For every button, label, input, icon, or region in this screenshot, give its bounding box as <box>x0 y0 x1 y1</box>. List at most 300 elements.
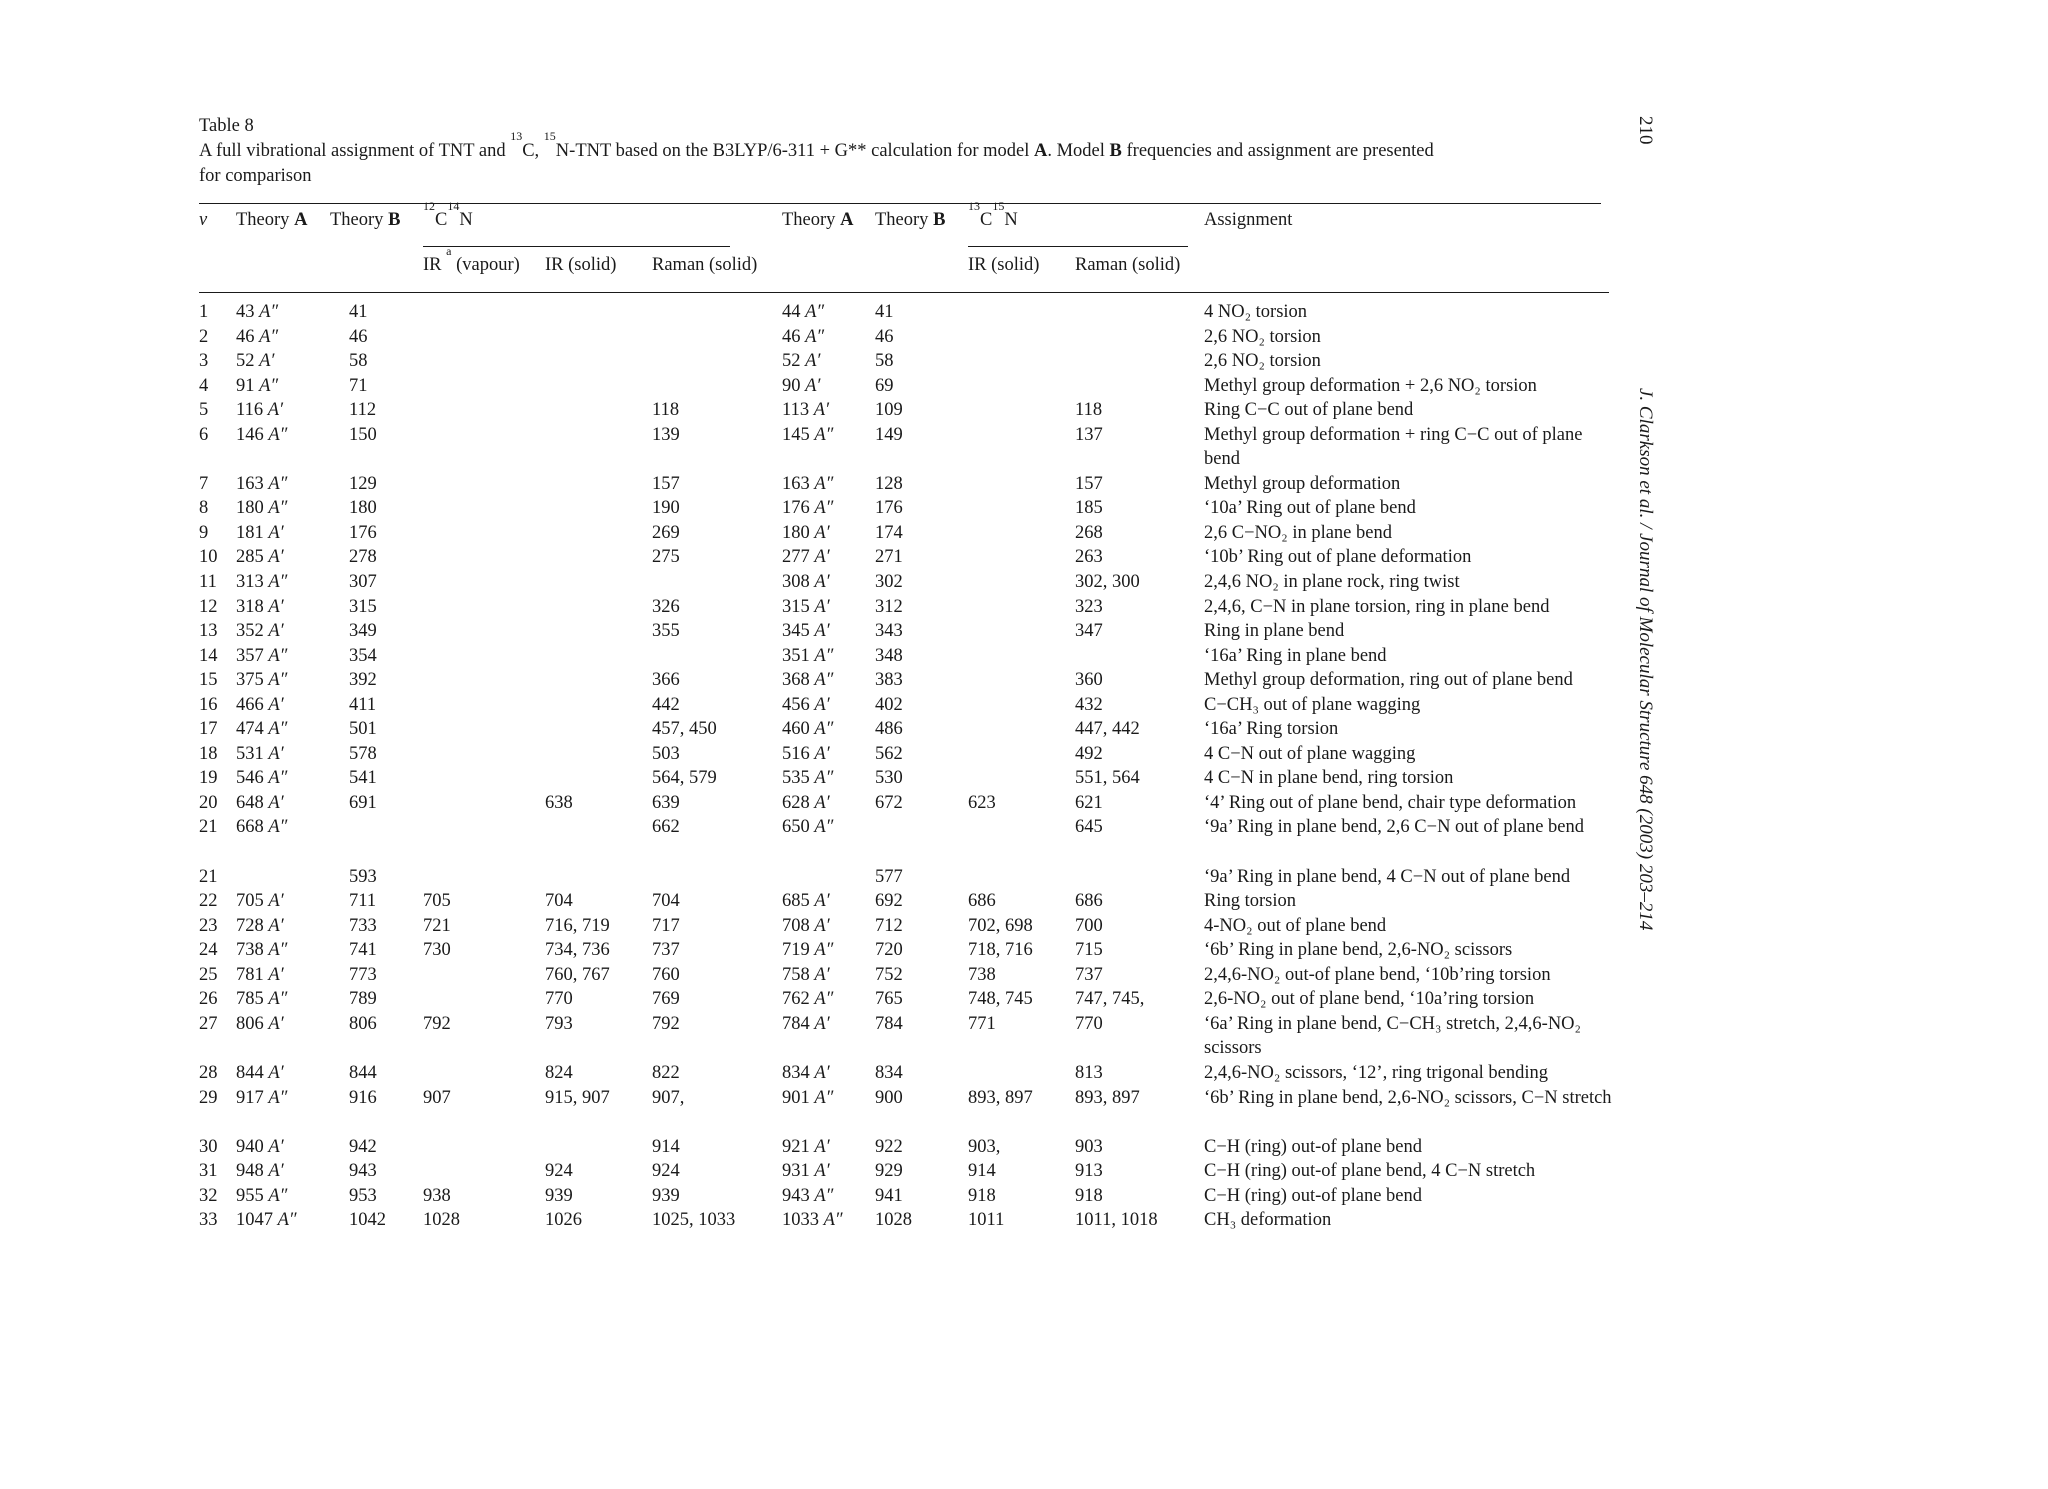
theory-b-cell: 501 <box>349 719 377 740</box>
ir-solid-13c15n-cell: 1011 <box>968 1210 1005 1231</box>
ir-solid-13c15n-cell: 623 <box>968 792 996 813</box>
caption-sup: 13 <box>510 129 523 143</box>
raman-solid-cell: 639 <box>652 792 680 813</box>
table-row <box>0 619 2048 644</box>
isotope-element: C <box>980 210 993 230</box>
table-row <box>0 865 2048 890</box>
frequency-value: 176 <box>782 498 810 519</box>
raman-solid-cell: 118 <box>652 400 680 421</box>
symmetry-label: A′ <box>805 351 821 372</box>
frequency-value: 113 <box>782 400 810 421</box>
table-row <box>0 325 2048 350</box>
caption-part: . Model <box>1047 141 1110 161</box>
frequency-value: 146 <box>236 424 264 445</box>
table-row <box>0 693 2048 718</box>
theory-b-13c15n-cell: 271 <box>875 547 903 568</box>
theory-b-13c15n-cell: 109 <box>875 400 903 421</box>
symmetry-label: A′ <box>268 547 284 568</box>
symmetry-label: A′ <box>814 621 830 642</box>
frequency-value: 44 <box>782 302 801 322</box>
symmetry-label: A″ <box>268 989 288 1010</box>
raman-solid-cell: 717 <box>652 915 680 936</box>
symmetry-label: A″ <box>814 1185 834 1206</box>
theory-b-13c15n-cell: 530 <box>875 768 903 789</box>
frequency-value: 460 <box>782 719 810 740</box>
symmetry-label: A″ <box>268 645 288 666</box>
frequency-value: 685 <box>782 891 810 912</box>
theory-b-13c15n-cell: 562 <box>875 743 903 764</box>
ir-vapour-cell: 938 <box>423 1185 451 1206</box>
theory-b-cell: 71 <box>349 375 368 396</box>
table-row <box>0 766 2048 791</box>
theory-b-13c15n-cell: 784 <box>875 1013 903 1034</box>
ir-solid-13c15n-cell: 914 <box>968 1161 996 1182</box>
ir-solid-cell: 915, 907 <box>545 1087 610 1108</box>
symmetry-label: A″ <box>814 424 834 445</box>
raman-solid-13c15n-cell: 447, 442 <box>1075 719 1140 740</box>
theory-b-cell: 593 <box>349 866 377 887</box>
assignment-cell: 2,4,6 NO₂ in plane rock, ring twist <box>1204 572 1460 593</box>
theory-a-13c15n-cell <box>782 1184 833 1209</box>
frequency-value: 46 <box>236 326 255 347</box>
theory-a-13c15n-cell <box>782 987 833 1012</box>
ir-solid-cell: 1026 <box>545 1210 582 1231</box>
header-bottom-rule <box>199 292 1609 293</box>
frequency-value: 352 <box>236 621 264 642</box>
ir-vapour-cell: 907 <box>423 1087 451 1108</box>
table-label: Table 8 <box>199 116 254 136</box>
frequency-value: 91 <box>236 375 255 396</box>
theory-b-cell: 349 <box>349 621 377 642</box>
caption-line-2: for comparison <box>199 166 312 186</box>
isotope-2-rule <box>968 246 1188 247</box>
ir-solid-13c15n-cell: 718, 716 <box>968 940 1033 961</box>
header-assignment: Assignment <box>1204 210 1293 230</box>
theory-b-cell: 733 <box>349 915 377 936</box>
raman-solid-cell: 564, 579 <box>652 768 717 789</box>
symmetry-label: A′ <box>814 1136 830 1157</box>
nu-cell: 17 <box>199 719 218 740</box>
raman-solid-cell: 157 <box>652 473 680 494</box>
symmetry-label: A″ <box>814 719 834 740</box>
ir-solid-cell: 770 <box>545 989 573 1010</box>
raman-solid-13c15n-cell: 1011, 1018 <box>1075 1210 1158 1231</box>
theory-b-13c15n-cell: 577 <box>875 866 903 887</box>
theory-b-cell: 942 <box>349 1136 377 1157</box>
theory-b-13c15n-cell: 712 <box>875 915 903 936</box>
symmetry-label: A″ <box>814 940 834 961</box>
theory-b-cell: 773 <box>349 964 377 985</box>
table-row <box>0 521 2048 546</box>
ir-solid-cell: 924 <box>545 1161 573 1182</box>
nu-cell: 3 <box>199 351 209 372</box>
frequency-value: 758 <box>782 964 810 985</box>
assignment-cell: C−CH₃ out of plane wagging <box>1204 694 1421 715</box>
assignment-cell: C−H (ring) out-of plane bend, 4 C−N stretch <box>1204 1161 1536 1182</box>
nu-cell: 23 <box>199 915 218 936</box>
theory-b-cell: 806 <box>349 1013 377 1034</box>
theory-b-cell: 578 <box>349 743 377 764</box>
assignment-cell: ‘6a’ Ring in plane bend, C−CH₃ stretch, 2,4,6-NO₂ scissors <box>1204 1013 1581 1059</box>
assignment-cell: Ring in plane bend <box>1204 621 1345 642</box>
theory-b-13c15n-cell: 765 <box>875 989 903 1010</box>
theory-a-cell <box>236 1159 284 1184</box>
table-row <box>0 1061 2048 1086</box>
raman-solid-13c15n-cell: 645 <box>1075 817 1103 838</box>
isotope-sup: 13 <box>968 199 980 213</box>
ir-solid-cell: 793 <box>545 1013 573 1034</box>
symmetry-label: A″ <box>268 670 288 691</box>
symmetry-label: A′ <box>268 694 284 715</box>
nu-cell: 31 <box>199 1161 218 1182</box>
table-row <box>0 914 2048 939</box>
theory-a-13c15n-cell <box>782 963 830 988</box>
header-ir-solid: IR (solid) <box>545 255 617 275</box>
theory-a-13c15n-cell <box>782 668 833 693</box>
theory-b-cell: 953 <box>349 1185 377 1206</box>
nu-cell: 7 <box>199 473 209 494</box>
header-theory-a-2 <box>782 209 853 231</box>
theory-a-13c15n-cell <box>782 1061 830 1086</box>
symmetry-label: A″ <box>805 326 825 347</box>
theory-b-cell: 180 <box>349 498 377 519</box>
raman-solid-cell: 914 <box>652 1136 680 1157</box>
theory-a-13c15n-cell <box>782 791 830 816</box>
theory-b-cell: 691 <box>349 792 377 813</box>
ir-solid-13c15n-cell: 702, 698 <box>968 915 1033 936</box>
symmetry-label: A′ <box>268 1062 284 1083</box>
theory-b-13c15n-cell: 941 <box>875 1185 903 1206</box>
theory-a-13c15n-cell <box>782 496 833 521</box>
table-row <box>0 791 2048 816</box>
nu-cell: 29 <box>199 1087 218 1108</box>
symmetry-label: A″ <box>268 1087 288 1108</box>
table-row <box>0 1208 2048 1233</box>
symmetry-label: A″ <box>823 1210 843 1231</box>
nu-cell: 25 <box>199 964 218 985</box>
theory-a-13c15n-cell <box>782 914 830 939</box>
theory-a-13c15n-cell <box>782 693 830 718</box>
assignment-cell: 2,6-NO₂ out of plane bend, ‘10a’ring torsion <box>1204 989 1535 1010</box>
frequency-value: 466 <box>236 694 264 715</box>
theory-b-13c15n-cell: 402 <box>875 694 903 715</box>
assignment-cell: ‘6b’ Ring in plane bend, 2,6-NO₂ scissors <box>1204 940 1513 961</box>
ir-solid-cell: 704 <box>545 891 573 912</box>
theory-b-13c15n-cell: 348 <box>875 645 903 666</box>
theory-a-cell <box>236 987 287 1012</box>
ir-solid-cell: 638 <box>545 792 573 813</box>
symmetry-label: A′ <box>268 522 284 543</box>
theory-b-13c15n-cell: 41 <box>875 302 894 322</box>
assignment-cell: Methyl group deformation, ring out of plane bend <box>1204 670 1573 691</box>
raman-solid-13c15n-cell: 686 <box>1075 891 1103 912</box>
theory-b-cell: 916 <box>349 1087 377 1108</box>
nu-cell: 11 <box>199 572 217 593</box>
theory-a-cell <box>236 668 287 693</box>
header-isotope-12c14n <box>423 199 473 231</box>
frequency-value: 145 <box>782 424 810 445</box>
table-caption <box>199 114 1601 189</box>
frequency-value: 628 <box>782 792 810 813</box>
raman-solid-13c15n-cell: 432 <box>1075 694 1103 715</box>
theory-b-13c15n-cell: 720 <box>875 940 903 961</box>
theory-b-cell: 789 <box>349 989 377 1010</box>
theory-a-cell <box>236 325 278 350</box>
theory-b-13c15n-cell: 128 <box>875 473 903 494</box>
frequency-value: 456 <box>782 694 810 715</box>
nu-cell: 9 <box>199 522 209 543</box>
assignment-cell: ‘10a’ Ring out of plane bend <box>1204 498 1416 519</box>
theory-a-13c15n-cell <box>782 349 820 374</box>
assignment-cell: ‘16a’ Ring in plane bend <box>1204 645 1387 666</box>
theory-b-cell: 1042 <box>349 1210 386 1231</box>
frequency-value: 762 <box>782 989 810 1010</box>
raman-solid-13c15n-cell: 137 <box>1075 424 1103 445</box>
theory-a-cell <box>236 791 284 816</box>
symmetry-label: A″ <box>268 473 288 494</box>
frequency-value: 834 <box>782 1062 810 1083</box>
theory-b-cell: 176 <box>349 522 377 543</box>
assignment-cell: Methyl group deformation + 2,6 NO₂ torsion <box>1204 375 1537 396</box>
theory-a-cell <box>236 766 287 791</box>
theory-b-13c15n-cell: 692 <box>875 891 903 912</box>
header-ir-vapour <box>423 244 520 276</box>
raman-solid-cell: 139 <box>652 424 680 445</box>
frequency-value: 535 <box>782 768 810 789</box>
isotope-sup: 14 <box>447 199 460 213</box>
symmetry-label: A′ <box>268 891 284 912</box>
symmetry-label: A′ <box>805 375 821 396</box>
ir-vapour-cell: 721 <box>423 915 451 936</box>
assignment-cell: ‘9a’ Ring in plane bend, 2,6 C−N out of plane bend <box>1204 817 1585 838</box>
symmetry-label: A′ <box>268 1013 284 1034</box>
symmetry-label: A′ <box>814 964 830 985</box>
nu-cell: 27 <box>199 1013 218 1034</box>
nu-cell: 20 <box>199 792 218 813</box>
frequency-value: 940 <box>236 1136 264 1157</box>
nu-cell: 1 <box>199 302 209 322</box>
theory-a-cell <box>236 1184 287 1209</box>
ir-solid-13c15n-cell: 738 <box>968 964 996 985</box>
theory-b-cell: 392 <box>349 670 377 691</box>
symmetry-label: A″ <box>814 645 834 666</box>
symmetry-label: A′ <box>268 1136 284 1157</box>
raman-solid-13c15n-cell: 185 <box>1075 498 1103 519</box>
theory-a-13c15n-cell <box>782 619 830 644</box>
theory-a-cell <box>236 693 284 718</box>
assignment-cell: 2,4,6-NO₂ out-of plane bend, ‘10b’ring torsion <box>1204 964 1551 985</box>
frequency-value: 719 <box>782 940 810 961</box>
ir-solid-13c15n-cell: 893, 897 <box>968 1087 1033 1108</box>
symmetry-label: A′ <box>268 1161 284 1182</box>
raman-solid-13c15n-cell: 118 <box>1075 400 1103 421</box>
raman-solid-cell: 442 <box>652 694 680 715</box>
raman-solid-cell: 769 <box>652 989 680 1010</box>
table-row <box>0 374 2048 399</box>
theory-a-cell <box>236 963 284 988</box>
frequency-value: 318 <box>236 596 264 617</box>
running-header: J. Clarkson et al. / Journal of Molecular Structure 648 (2003) 203–214 <box>1635 388 1656 931</box>
ir-solid-cell: 760, 767 <box>545 964 610 985</box>
frequency-value: 474 <box>236 719 264 740</box>
symmetry-label: A″ <box>814 989 834 1010</box>
theory-a-13c15n-cell <box>782 717 833 742</box>
symmetry-label: A″ <box>268 1185 288 1206</box>
assignment-cell: 2,6 NO₂ torsion <box>1204 351 1321 372</box>
raman-solid-13c15n-cell: 903 <box>1075 1136 1103 1157</box>
theory-b-cell: 541 <box>349 768 377 789</box>
theory-a-13c15n-cell <box>782 644 833 669</box>
raman-solid-cell: 822 <box>652 1062 680 1083</box>
nu-cell: 13 <box>199 621 218 642</box>
symmetry-label: A′ <box>259 351 275 372</box>
nu-cell: 32 <box>199 1185 218 1206</box>
raman-solid-cell: 939 <box>652 1185 680 1206</box>
header-theory-b-2 <box>875 209 945 231</box>
nu-cell: 15 <box>199 670 218 691</box>
theory-b-cell: 943 <box>349 1161 377 1182</box>
caption-part: C, <box>522 141 544 161</box>
header-theory-a <box>236 209 307 231</box>
ir-solid-13c15n-cell: 686 <box>968 891 996 912</box>
table-row <box>0 938 2048 963</box>
frequency-value: 955 <box>236 1185 264 1206</box>
theory-b-13c15n-cell: 343 <box>875 621 903 642</box>
raman-solid-13c15n-cell: 770 <box>1075 1013 1103 1034</box>
theory-a-13c15n-cell <box>782 545 830 570</box>
table-row <box>0 496 2048 521</box>
theory-b-13c15n-cell: 149 <box>875 424 903 445</box>
theory-b-13c15n-cell: 922 <box>875 1136 903 1157</box>
frequency-value: 163 <box>236 473 264 494</box>
assignment-cell: Methyl group deformation + ring C−C out of plane bend <box>1204 424 1583 470</box>
nu-cell: 33 <box>199 1210 218 1231</box>
caption-text <box>199 129 1601 164</box>
raman-solid-cell: 366 <box>652 670 680 691</box>
theory-b-13c15n-cell: 752 <box>875 964 903 985</box>
raman-solid-cell: 760 <box>652 964 680 985</box>
raman-solid-13c15n-cell: 747, 745, <box>1075 989 1145 1010</box>
frequency-value: 648 <box>236 792 264 813</box>
raman-solid-13c15n-cell: 893, 897 <box>1075 1087 1140 1108</box>
theory-b-13c15n-cell: 486 <box>875 719 903 740</box>
assignment-cell: ‘6b’ Ring in plane bend, 2,6-NO₂ scissors, C−N stretch <box>1204 1087 1612 1108</box>
top-rule <box>199 203 1601 204</box>
symmetry-label: A′ <box>814 547 830 568</box>
raman-solid-13c15n-cell: 621 <box>1075 792 1103 813</box>
theory-b-13c15n-cell: 383 <box>875 670 903 691</box>
header-theory-label: Theory <box>782 210 836 230</box>
header-ir-solid-2: IR (solid) <box>968 255 1040 275</box>
raman-solid-cell: 662 <box>652 817 680 838</box>
frequency-value: 785 <box>236 989 264 1010</box>
frequency-value: 46 <box>782 326 801 347</box>
theory-a-13c15n-cell <box>782 1159 830 1184</box>
symmetry-label: A′ <box>268 792 284 813</box>
frequency-value: 357 <box>236 645 264 666</box>
raman-solid-cell: 269 <box>652 522 680 543</box>
isotope-sup: 15 <box>992 199 1005 213</box>
raman-solid-cell: 457, 450 <box>652 719 717 740</box>
frequency-value: 708 <box>782 915 810 936</box>
frequency-value: 52 <box>236 351 255 372</box>
nu-cell: 22 <box>199 891 218 912</box>
table-row <box>0 742 2048 767</box>
isotope-element: N <box>1004 210 1018 230</box>
raman-solid-13c15n-cell: 715 <box>1075 940 1103 961</box>
assignment-cell: ‘16a’ Ring torsion <box>1204 719 1339 740</box>
assignment-cell: C−H (ring) out-of plane bend <box>1204 1185 1422 1206</box>
theory-a-13c15n-cell <box>782 742 830 767</box>
table-row <box>0 1159 2048 1184</box>
raman-solid-13c15n-cell: 492 <box>1075 743 1103 764</box>
frequency-value: 180 <box>782 522 810 543</box>
header-theory-b <box>330 209 400 231</box>
theory-b-cell: 150 <box>349 424 377 445</box>
table-row <box>0 963 2048 988</box>
symmetry-label: A′ <box>268 964 284 985</box>
ir-vapour-cell: 730 <box>423 940 451 961</box>
theory-a-cell <box>236 1086 287 1111</box>
nu-cell: 21 <box>199 817 218 838</box>
isotope-element: C <box>435 210 448 230</box>
nu-cell: 2 <box>199 326 209 347</box>
frequency-value: 163 <box>782 473 810 494</box>
nu-cell: 10 <box>199 547 218 568</box>
table-row <box>0 644 2048 669</box>
table-row <box>0 1012 2048 1061</box>
theory-b-13c15n-cell: 302 <box>875 572 903 593</box>
assignment-cell: ‘4’ Ring out of plane bend, chair type deformation <box>1204 792 1577 813</box>
theory-a-cell <box>236 496 287 521</box>
table-row <box>0 717 2048 742</box>
footnote-mark: a <box>446 244 452 258</box>
symmetry-label: A″ <box>814 1087 834 1108</box>
theory-a-13c15n-cell <box>782 1012 830 1037</box>
theory-a-cell <box>236 1012 284 1037</box>
frequency-value: 931 <box>782 1161 810 1182</box>
raman-solid-13c15n-cell: 913 <box>1075 1161 1103 1182</box>
raman-solid-cell: 924 <box>652 1161 680 1182</box>
frequency-value: 375 <box>236 670 264 691</box>
symmetry-label: A″ <box>259 302 279 322</box>
assignment-cell: C−H (ring) out-of plane bend <box>1204 1136 1422 1157</box>
caption-model-b: B <box>1109 141 1122 161</box>
isotope-1-rule <box>423 246 730 247</box>
ir-solid-cell: 824 <box>545 1062 573 1083</box>
symmetry-label: A′ <box>268 915 284 936</box>
table-row <box>0 1086 2048 1135</box>
table-row <box>0 1184 2048 1209</box>
theory-b-13c15n-cell: 929 <box>875 1161 903 1182</box>
frequency-value: 308 <box>782 572 810 593</box>
header-raman-solid: Raman (solid) <box>652 255 758 275</box>
frequency-value: 351 <box>782 645 810 666</box>
caption-model-a: A <box>1033 141 1048 161</box>
theory-a-cell <box>236 644 287 669</box>
theory-a-13c15n-cell <box>782 766 833 791</box>
raman-solid-13c15n-cell: 268 <box>1075 522 1103 543</box>
theory-b-cell: 307 <box>349 572 377 593</box>
theory-b-cell: 46 <box>349 326 368 347</box>
nu-cell: 24 <box>199 940 218 961</box>
symmetry-label: A′ <box>268 743 284 764</box>
theory-a-cell <box>236 300 278 325</box>
theory-a-cell <box>236 619 284 644</box>
theory-a-cell <box>236 472 287 497</box>
theory-b-13c15n-cell: 900 <box>875 1087 903 1108</box>
theory-a-cell <box>236 545 284 570</box>
